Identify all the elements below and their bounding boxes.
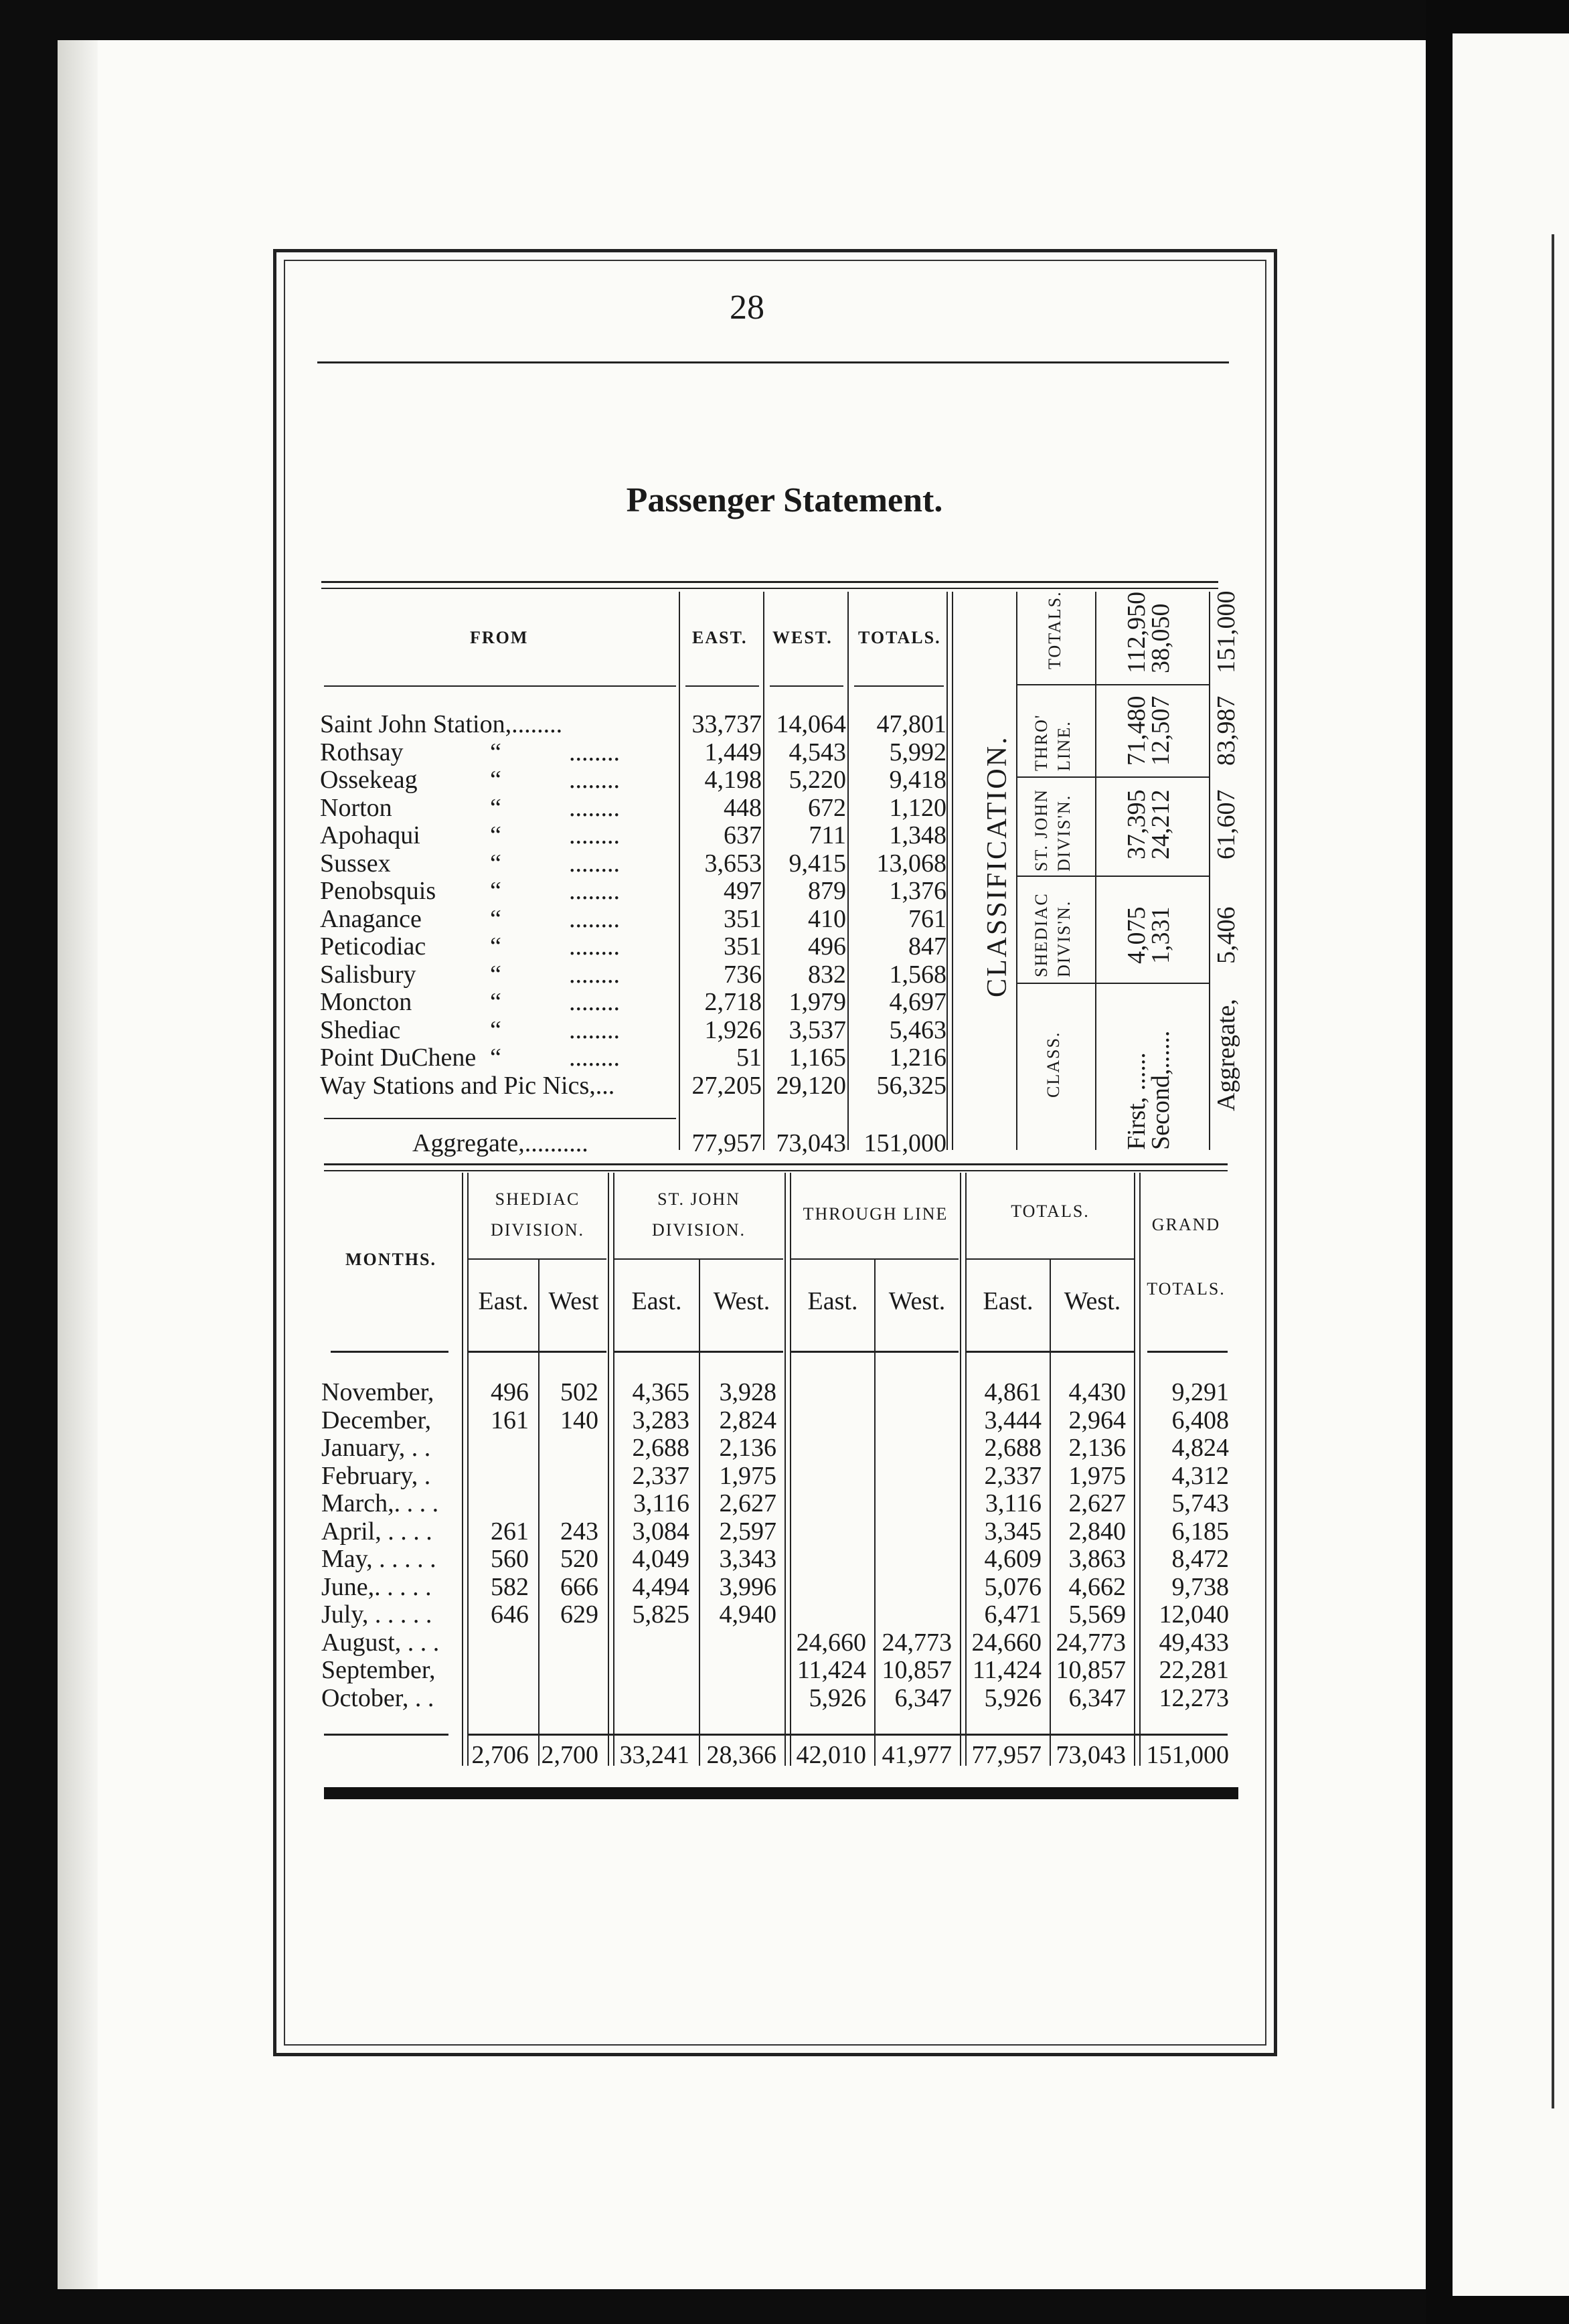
station-east: 2,718 — [704, 988, 762, 1016]
month-sj-w: 2,136 — [719, 1434, 776, 1462]
month-label: January, . . — [321, 1434, 431, 1462]
class-header: CLASS. — [1044, 1031, 1063, 1098]
month-tl-w: 6,347 — [894, 1683, 952, 1712]
station-totals: 56,325 — [876, 1071, 946, 1100]
ditto-mark: “ — [490, 877, 501, 905]
months-header: MONTHS. — [345, 1250, 437, 1269]
station-name: Ossekeag — [320, 766, 418, 794]
month-t-e: 3,345 — [984, 1517, 1042, 1546]
station-west: 9,415 — [789, 849, 846, 878]
total-sj-w: 28,366 — [706, 1741, 776, 1769]
sub-rule — [791, 1258, 959, 1260]
class-second-shediac: 1,331 — [1147, 906, 1175, 964]
month-grand: 9,738 — [1171, 1572, 1229, 1601]
ditto-mark: “ — [490, 932, 501, 961]
month-tl-w: 10,857 — [882, 1656, 952, 1684]
month-t-w: 2,627 — [1068, 1489, 1126, 1517]
class-second-label: Second,...... — [1147, 1030, 1175, 1150]
month-t-e: 5,076 — [984, 1572, 1042, 1601]
station-west: 496 — [808, 932, 846, 961]
ditto-mark: “ — [490, 821, 501, 849]
month-sh-e: 582 — [491, 1572, 529, 1601]
page-title: Passenger Statement. — [626, 481, 943, 519]
total-t-w: 73,043 — [1056, 1741, 1126, 1769]
ditto-mark: “ — [490, 904, 501, 933]
month-label: October, . . — [321, 1683, 434, 1712]
total-grand: 151,000 — [1146, 1741, 1229, 1769]
month-t-w: 3,863 — [1068, 1545, 1126, 1573]
station-name: Rothsay — [320, 738, 404, 766]
month-sj-w: 3,343 — [719, 1545, 776, 1573]
class-aggregate-stjohn: 61,607 — [1212, 789, 1240, 859]
month-sj-w: 4,940 — [719, 1600, 776, 1629]
shediac-header-1: SHEDIAC — [1031, 892, 1051, 977]
station-west: 672 — [808, 793, 846, 822]
month-t-w: 24,773 — [1056, 1628, 1126, 1657]
total-sh-e: 2,706 — [471, 1741, 529, 1769]
totals-underline — [854, 685, 944, 687]
month-grand: 9,291 — [1171, 1378, 1229, 1406]
ditto-mark: “ — [490, 738, 501, 766]
station-name: Way Stations and Pic Nics,... — [320, 1071, 615, 1100]
station-east: 27,205 — [691, 1071, 762, 1100]
month-sj-e: 3,116 — [633, 1489, 689, 1517]
month-t-e: 24,660 — [971, 1628, 1042, 1657]
class-rule — [1016, 983, 1209, 984]
month-grand: 6,408 — [1171, 1406, 1229, 1434]
shediac-division-header-1: SHEDIAC — [495, 1189, 580, 1209]
ditto-mark: “ — [490, 988, 501, 1016]
leader-dots: ........ — [569, 793, 620, 822]
leader-dots: ........ — [569, 877, 620, 905]
month-t-w: 2,136 — [1068, 1434, 1126, 1462]
class-first-label: First, ...... — [1123, 1052, 1151, 1150]
class-aggregate-thro: 83,987 — [1212, 695, 1240, 766]
station-east: 351 — [724, 904, 762, 933]
station-name: Point DuChene — [320, 1044, 477, 1072]
month-t-w: 6,347 — [1068, 1683, 1126, 1712]
leader-dots: ........ — [569, 738, 620, 766]
month-tl-e: 24,660 — [796, 1628, 866, 1657]
month-t-e: 4,861 — [984, 1378, 1042, 1406]
month-label: August, . . . — [321, 1628, 440, 1657]
month-label: March,. . . . — [321, 1489, 439, 1517]
station-name: Apohaqui — [320, 821, 420, 849]
aggregate-totals: 151,000 — [863, 1129, 946, 1157]
from-underline — [324, 685, 676, 687]
class-second-thro: 12,507 — [1147, 695, 1175, 766]
month-label: September, — [321, 1656, 436, 1684]
class-first-totals: 112,950 — [1123, 591, 1151, 673]
west-header: WEST. — [772, 628, 833, 647]
aggregate-label: Aggregate,.......... — [412, 1129, 588, 1157]
month-label: July, . . . . . — [321, 1600, 432, 1629]
shediac-division-header-2: DIVISION. — [490, 1220, 585, 1240]
month-sh-w: 243 — [560, 1517, 598, 1546]
leader-dots: ........ — [569, 1044, 620, 1072]
station-name: Norton — [320, 793, 392, 822]
station-name: Sussex — [320, 849, 391, 878]
months-top-rule-2 — [324, 1170, 1228, 1171]
station-west: 4,543 — [789, 738, 846, 766]
month-sj-w: 1,975 — [719, 1461, 776, 1490]
station-west: 1,979 — [789, 988, 846, 1016]
leader-dots: ........ — [569, 932, 620, 961]
month-grand: 5,743 — [1171, 1489, 1229, 1517]
station-east: 1,449 — [704, 738, 762, 766]
column-subheader-east: East. — [983, 1287, 1034, 1315]
month-label: November, — [321, 1378, 434, 1406]
station-name: Peticodiac — [320, 932, 426, 961]
col-divider — [946, 592, 948, 1150]
station-west: 410 — [808, 904, 846, 933]
month-t-w: 1,975 — [1068, 1461, 1126, 1490]
stjohn-header-2: DIVIS'N. — [1054, 794, 1074, 872]
month-sh-w: 629 — [560, 1600, 598, 1629]
station-east: 33,737 — [691, 710, 762, 738]
month-sj-w: 3,996 — [719, 1572, 776, 1601]
month-label: June,. . . . . — [321, 1572, 432, 1601]
leader-dots: ........ — [569, 766, 620, 794]
month-t-e: 2,688 — [984, 1434, 1042, 1462]
station-totals: 5,463 — [889, 1015, 946, 1044]
thro-header-1: THRO' — [1031, 714, 1051, 771]
month-t-w: 4,662 — [1068, 1572, 1126, 1601]
month-t-w: 2,964 — [1068, 1406, 1126, 1434]
class-first-thro: 71,480 — [1123, 695, 1151, 766]
month-tl-e: 5,926 — [809, 1683, 866, 1712]
month-sh-e: 496 — [491, 1378, 529, 1406]
month-sj-w: 2,627 — [719, 1489, 776, 1517]
month-t-e: 11,424 — [972, 1656, 1042, 1684]
class-second-totals: 38,050 — [1147, 603, 1175, 673]
station-west: 14,064 — [776, 710, 846, 738]
from-header: FROM — [470, 628, 529, 647]
station-east: 51 — [736, 1044, 762, 1072]
station-east: 351 — [724, 932, 762, 961]
month-sj-e: 5,825 — [632, 1600, 689, 1629]
class-first-shediac: 4,075 — [1123, 906, 1151, 964]
ditto-mark: “ — [490, 1044, 501, 1072]
sub-rule — [614, 1258, 783, 1260]
sub-rule — [331, 1351, 448, 1353]
class-second-stjohn: 24,212 — [1147, 789, 1175, 859]
months-totals-header: TOTALS. — [1011, 1201, 1090, 1221]
column-subheader-west: West. — [888, 1287, 946, 1315]
table-top-rule-2 — [321, 588, 1218, 589]
month-label: May, . . . . . — [321, 1545, 436, 1573]
station-west: 1,165 — [789, 1044, 846, 1072]
class-rule — [1016, 876, 1209, 877]
class-rule — [1016, 776, 1209, 778]
station-totals: 761 — [908, 904, 946, 933]
class-divider — [1016, 592, 1017, 1150]
class-aggregate-totals: 151,000 — [1212, 590, 1240, 673]
month-sj-e: 3,084 — [632, 1517, 689, 1546]
class-totals-header: TOTALS. — [1045, 590, 1064, 669]
column-subheader-west: West. — [713, 1287, 770, 1315]
station-east: 3,653 — [704, 849, 762, 878]
east-header: EAST. — [692, 628, 748, 647]
month-t-w: 5,569 — [1068, 1600, 1126, 1629]
month-t-w: 10,857 — [1056, 1656, 1126, 1684]
month-sh-w: 502 — [560, 1378, 598, 1406]
station-east: 1,926 — [704, 1015, 762, 1044]
month-t-w: 4,430 — [1068, 1378, 1126, 1406]
station-west: 879 — [808, 877, 846, 905]
month-t-w: 2,840 — [1068, 1517, 1126, 1546]
station-east: 448 — [724, 793, 762, 822]
station-name: Penobsquis — [320, 877, 436, 905]
station-totals: 9,418 — [889, 766, 946, 794]
station-west: 29,120 — [776, 1071, 846, 1100]
header-rule — [317, 361, 1229, 363]
ditto-mark: “ — [490, 960, 501, 989]
month-sh-e: 161 — [491, 1406, 529, 1434]
station-totals: 1,348 — [889, 821, 946, 849]
class-rule — [1016, 684, 1209, 685]
station-west: 5,220 — [789, 766, 846, 794]
leader-dots: ........ — [569, 988, 620, 1016]
month-grand: 49,433 — [1159, 1628, 1229, 1657]
thro-header-2: LINE. — [1054, 720, 1074, 771]
column-subheader-east: East. — [807, 1287, 858, 1315]
stjohn-division-header-1: ST. JOHN — [657, 1189, 740, 1209]
total-sh-w: 2,700 — [541, 1741, 598, 1769]
month-t-e: 4,609 — [984, 1545, 1042, 1573]
leader-dots: ........ — [569, 821, 620, 849]
shediac-header-2: DIVIS'N. — [1054, 900, 1074, 977]
ditto-mark: “ — [490, 766, 501, 794]
totals-header: TOTALS. — [858, 628, 941, 647]
month-t-e: 6,471 — [984, 1600, 1042, 1629]
month-sj-e: 3,283 — [632, 1406, 689, 1434]
month-sh-e: 560 — [491, 1545, 529, 1573]
month-t-e: 3,116 — [985, 1489, 1042, 1517]
month-sj-e: 2,337 — [632, 1461, 689, 1490]
month-grand: 12,040 — [1159, 1600, 1229, 1629]
stjohn-header-1: ST. JOHN — [1031, 788, 1051, 872]
month-sj-e: 4,494 — [632, 1572, 689, 1601]
month-sj-w: 3,928 — [719, 1378, 776, 1406]
station-name: Salisbury — [320, 960, 416, 989]
month-grand: 12,273 — [1159, 1683, 1229, 1712]
aggregate-rule — [324, 1118, 676, 1119]
sub-rule — [469, 1258, 606, 1260]
column-subheader-east: East. — [631, 1287, 682, 1315]
through-line-header: THROUGH LINE — [803, 1204, 948, 1224]
station-name: Saint John Station,........ — [320, 710, 563, 738]
months-divider — [462, 1173, 463, 1766]
month-t-e: 2,337 — [984, 1461, 1042, 1490]
sub-rule — [1147, 1351, 1228, 1353]
aggregate-west: 73,043 — [776, 1129, 846, 1157]
station-totals: 1,568 — [889, 960, 946, 989]
month-grand: 6,185 — [1171, 1517, 1229, 1546]
ditto-mark: “ — [490, 1015, 501, 1044]
station-totals: 47,801 — [876, 710, 946, 738]
column-subheader-west_short: West — [548, 1287, 599, 1315]
month-label: February, . — [321, 1461, 431, 1490]
station-west: 711 — [809, 821, 846, 849]
ditto-mark: “ — [490, 849, 501, 878]
station-east: 637 — [724, 821, 762, 849]
sub-rule — [967, 1351, 1134, 1353]
leader-dots: ........ — [569, 904, 620, 933]
leader-dots: ........ — [569, 849, 620, 878]
month-tl-e: 11,424 — [797, 1656, 866, 1684]
month-sj-e: 4,049 — [632, 1545, 689, 1573]
station-totals: 5,992 — [889, 738, 946, 766]
grand-totals-header-2: TOTALS. — [1147, 1279, 1226, 1299]
class-aggregate-label: Aggregate, — [1212, 999, 1240, 1111]
grand-totals-header-1: GRAND — [1151, 1215, 1221, 1234]
months-top-rule — [324, 1163, 1228, 1165]
class-divider — [1209, 592, 1210, 1150]
station-east: 4,198 — [704, 766, 762, 794]
table-bottom-bar — [324, 1787, 1238, 1799]
month-grand: 4,824 — [1171, 1434, 1229, 1462]
month-sh-e: 646 — [491, 1600, 529, 1629]
station-totals: 847 — [908, 932, 946, 961]
sum-rule — [469, 1734, 1228, 1736]
station-east: 497 — [724, 877, 762, 905]
stjohn-division-header-2: DIVISION. — [651, 1220, 746, 1240]
station-name: Shediac — [320, 1015, 401, 1044]
month-sh-w: 666 — [560, 1572, 598, 1601]
station-totals: 1,216 — [889, 1044, 946, 1072]
total-tl-w: 41,977 — [882, 1741, 952, 1769]
month-sj-w: 2,824 — [719, 1406, 776, 1434]
leader-dots: ........ — [569, 1015, 620, 1044]
month-sh-w: 520 — [560, 1545, 598, 1573]
month-tl-w: 24,773 — [882, 1628, 952, 1657]
page-binding-shadow — [58, 40, 98, 2289]
class-divider — [1095, 592, 1096, 1150]
table-top-rule — [321, 581, 1218, 583]
station-west: 3,537 — [789, 1015, 846, 1044]
month-sj-e: 2,688 — [632, 1434, 689, 1462]
sub-rule — [614, 1351, 783, 1353]
page-number: 28 — [730, 288, 764, 327]
sum-rule — [324, 1734, 448, 1736]
west-underline — [770, 685, 843, 687]
station-east: 736 — [724, 960, 762, 989]
month-t-e: 3,444 — [984, 1406, 1042, 1434]
total-sj-e: 33,241 — [619, 1741, 689, 1769]
sub-rule — [469, 1351, 606, 1353]
station-name: Anagance — [320, 904, 422, 933]
month-grand: 4,312 — [1171, 1461, 1229, 1490]
station-totals: 4,697 — [889, 988, 946, 1016]
total-tl-e: 42,010 — [796, 1741, 866, 1769]
class-first-stjohn: 37,395 — [1123, 789, 1151, 859]
station-totals: 1,376 — [889, 877, 946, 905]
month-sj-w: 2,597 — [719, 1517, 776, 1546]
class-aggregate-shediac: 5,406 — [1212, 906, 1240, 964]
month-grand: 22,281 — [1159, 1656, 1229, 1684]
sub-rule — [967, 1258, 1134, 1260]
month-sj-e: 4,365 — [632, 1378, 689, 1406]
ditto-mark: “ — [490, 793, 501, 822]
column-subheader-east: East. — [478, 1287, 529, 1315]
leader-dots: ........ — [569, 960, 620, 989]
month-t-e: 5,926 — [984, 1683, 1042, 1712]
column-subheader-west: West. — [1064, 1287, 1121, 1315]
station-name: Moncton — [320, 988, 412, 1016]
month-label: April, . . . . — [321, 1517, 432, 1546]
sub-rule — [791, 1351, 959, 1353]
month-grand: 8,472 — [1171, 1545, 1229, 1573]
east-underline — [685, 685, 759, 687]
station-west: 832 — [808, 960, 846, 989]
classification-title: CLASSIFICATION. — [982, 735, 1013, 997]
months-divider — [538, 1258, 540, 1766]
station-totals: 1,120 — [889, 793, 946, 822]
total-t-e: 77,957 — [971, 1741, 1042, 1769]
month-label: December, — [321, 1406, 432, 1434]
month-sh-w: 140 — [560, 1406, 598, 1434]
month-sh-e: 261 — [491, 1517, 529, 1546]
aggregate-east: 77,957 — [691, 1129, 762, 1157]
station-totals: 13,068 — [876, 849, 946, 878]
col-divider — [952, 592, 953, 1150]
months-divider — [467, 1173, 469, 1766]
